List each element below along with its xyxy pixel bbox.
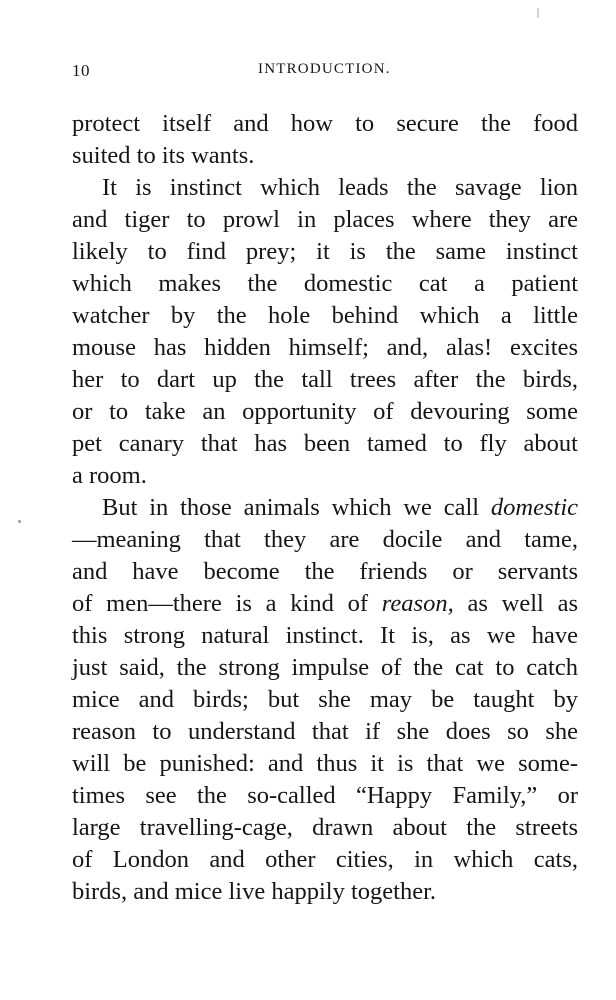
text-line: large travelling-cage, drawn about the streets (72, 814, 578, 841)
text-line: pet canary that has been tamed to fly about (72, 430, 578, 457)
paragraph (72, 492, 578, 908)
text-line: mice and birds; but she may be taught by (72, 686, 578, 713)
text-line: watcher by the hole behind which a little (72, 302, 578, 329)
text-line: will be punished: and thus it is that we some- (72, 750, 578, 777)
text-run: of men—there is a kind of (72, 590, 382, 617)
text-line: just said, the strong impulse of the cat to catch (72, 654, 578, 681)
text-line: a room. (72, 462, 147, 489)
text-line: birds, and mice live happily together. (72, 878, 437, 905)
text-line: likely to find prey; it is the same instinct (72, 238, 578, 265)
paper-speck (18, 520, 21, 523)
text-line: times see the so-called “Happy Family,” or (72, 782, 578, 809)
text-line: her to dart up the tall trees after the birds, (72, 366, 578, 393)
text-line (72, 492, 578, 524)
text-line: of London and other cities, in which cats, (72, 846, 578, 873)
text-line: suited to its wants. (72, 142, 255, 169)
text-line: mouse has hidden himself; and, alas! excites (72, 334, 578, 361)
text-run: But in those animals which we call (102, 494, 491, 521)
text-line: —meaning that they are docile and tame, (72, 526, 578, 553)
italic-text: domestic (490, 494, 578, 521)
paragraph (72, 172, 578, 492)
text-line: and tiger to prowl in places where they are (72, 206, 578, 233)
text-line: which makes the domestic cat a patient (72, 270, 578, 297)
text-line: or to take an opportunity of devouring some (72, 398, 578, 425)
paragraph (72, 108, 578, 172)
text-line: this strong natural instinct. It is, as we have (72, 622, 578, 649)
text-run: as well as (453, 590, 578, 617)
paper-speck (537, 8, 539, 18)
body-text (72, 108, 578, 908)
text-line (72, 588, 578, 620)
running-head: INTRODUCTION. (258, 61, 391, 77)
text-line: and have become the friends or servants (72, 558, 578, 585)
page-header (72, 61, 578, 83)
page-number: 10 (72, 61, 90, 80)
italic-text: reason, (381, 590, 454, 617)
text-line: It is instinct which leads the savage lion (102, 174, 578, 201)
text-line: protect itself and how to secure the food (72, 110, 578, 137)
text-line: reason to understand that if she does so she (72, 718, 578, 745)
